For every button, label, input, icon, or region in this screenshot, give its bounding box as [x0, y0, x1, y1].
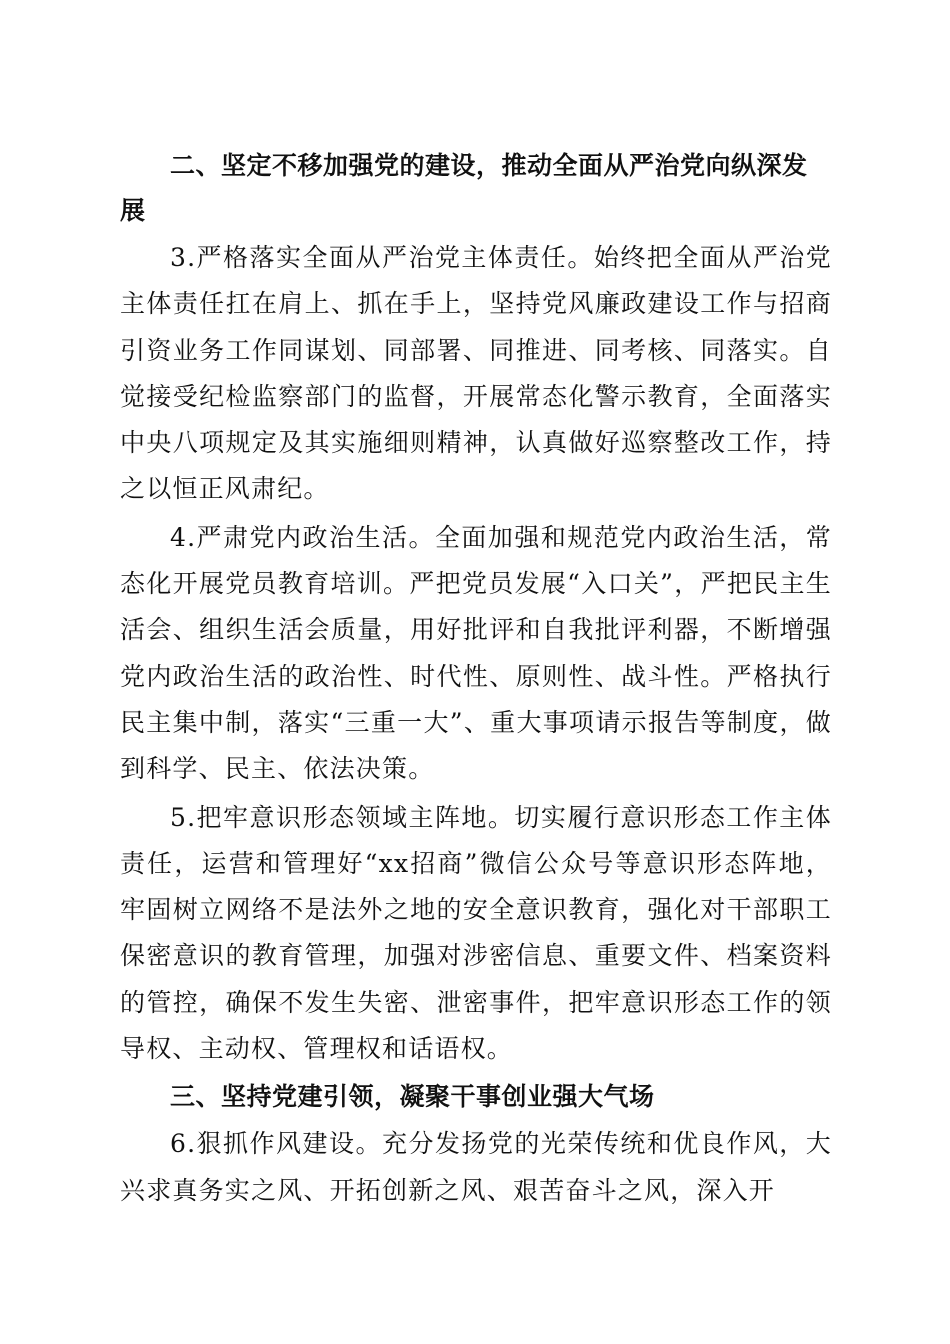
- paragraph-4: 4.严肃党内政治生活。全面加强和规范党内政治生活，常态化开展党员教育培训。严把党员发展“入口关”，严把民主生活会、组织生活会质量，用好批评和自我批评利器，不断增强党内政治生活的政治性、时代性、原则性、战斗性。严格执行民主集中制，落实“三重一大”、重大事项请示报告等制度，做到科学、民主、依法决策。: [120, 522, 832, 784]
- section-heading-2: 二、坚定不移加强党的建设，推动全面从严治党向纵深发展: [120, 151, 808, 225]
- paragraph-5: 5.把牢意识形态领域主阵地。切实履行意识形态工作主体责任，运营和管理好“xx招商”微信公众号等意识形态阵地，牢固树立网络不是法外之地的安全意识教育，强化对干部职工保密意识的教育管理，加强对涉密信息、重要文件、档案资料的管控，确保不发生失密、泄密事件，把牢意识形态工作的领导权、主动权、管理权和话语权。: [120, 802, 832, 1064]
- paragraph-3: 3.严格落实全面从严治党主体责任。始终把全面从严治党主体责任扛在肩上、抓在手上，坚持党风廉政建设工作与招商引资业务工作同谋划、同部署、同推进、同考核、同落实。自觉接受纪检监察部门的监督，开展常态化警示教育，全面落实中央八项规定及其实施细则精神，认真做好巡察整改工作，持之以恒正风肃纪。: [120, 243, 832, 504]
- document-page: [120, 143, 832, 1216]
- paragraph-6: 6.狠抓作风建设。充分发扬党的光荣传统和优良作风，大兴求真务实之风、开拓创新之风、艰苦奋斗之风，深入开: [120, 1129, 832, 1205]
- section-heading-3: 三、坚持党建引领，凝聚干事创业强大气场: [170, 1082, 655, 1112]
